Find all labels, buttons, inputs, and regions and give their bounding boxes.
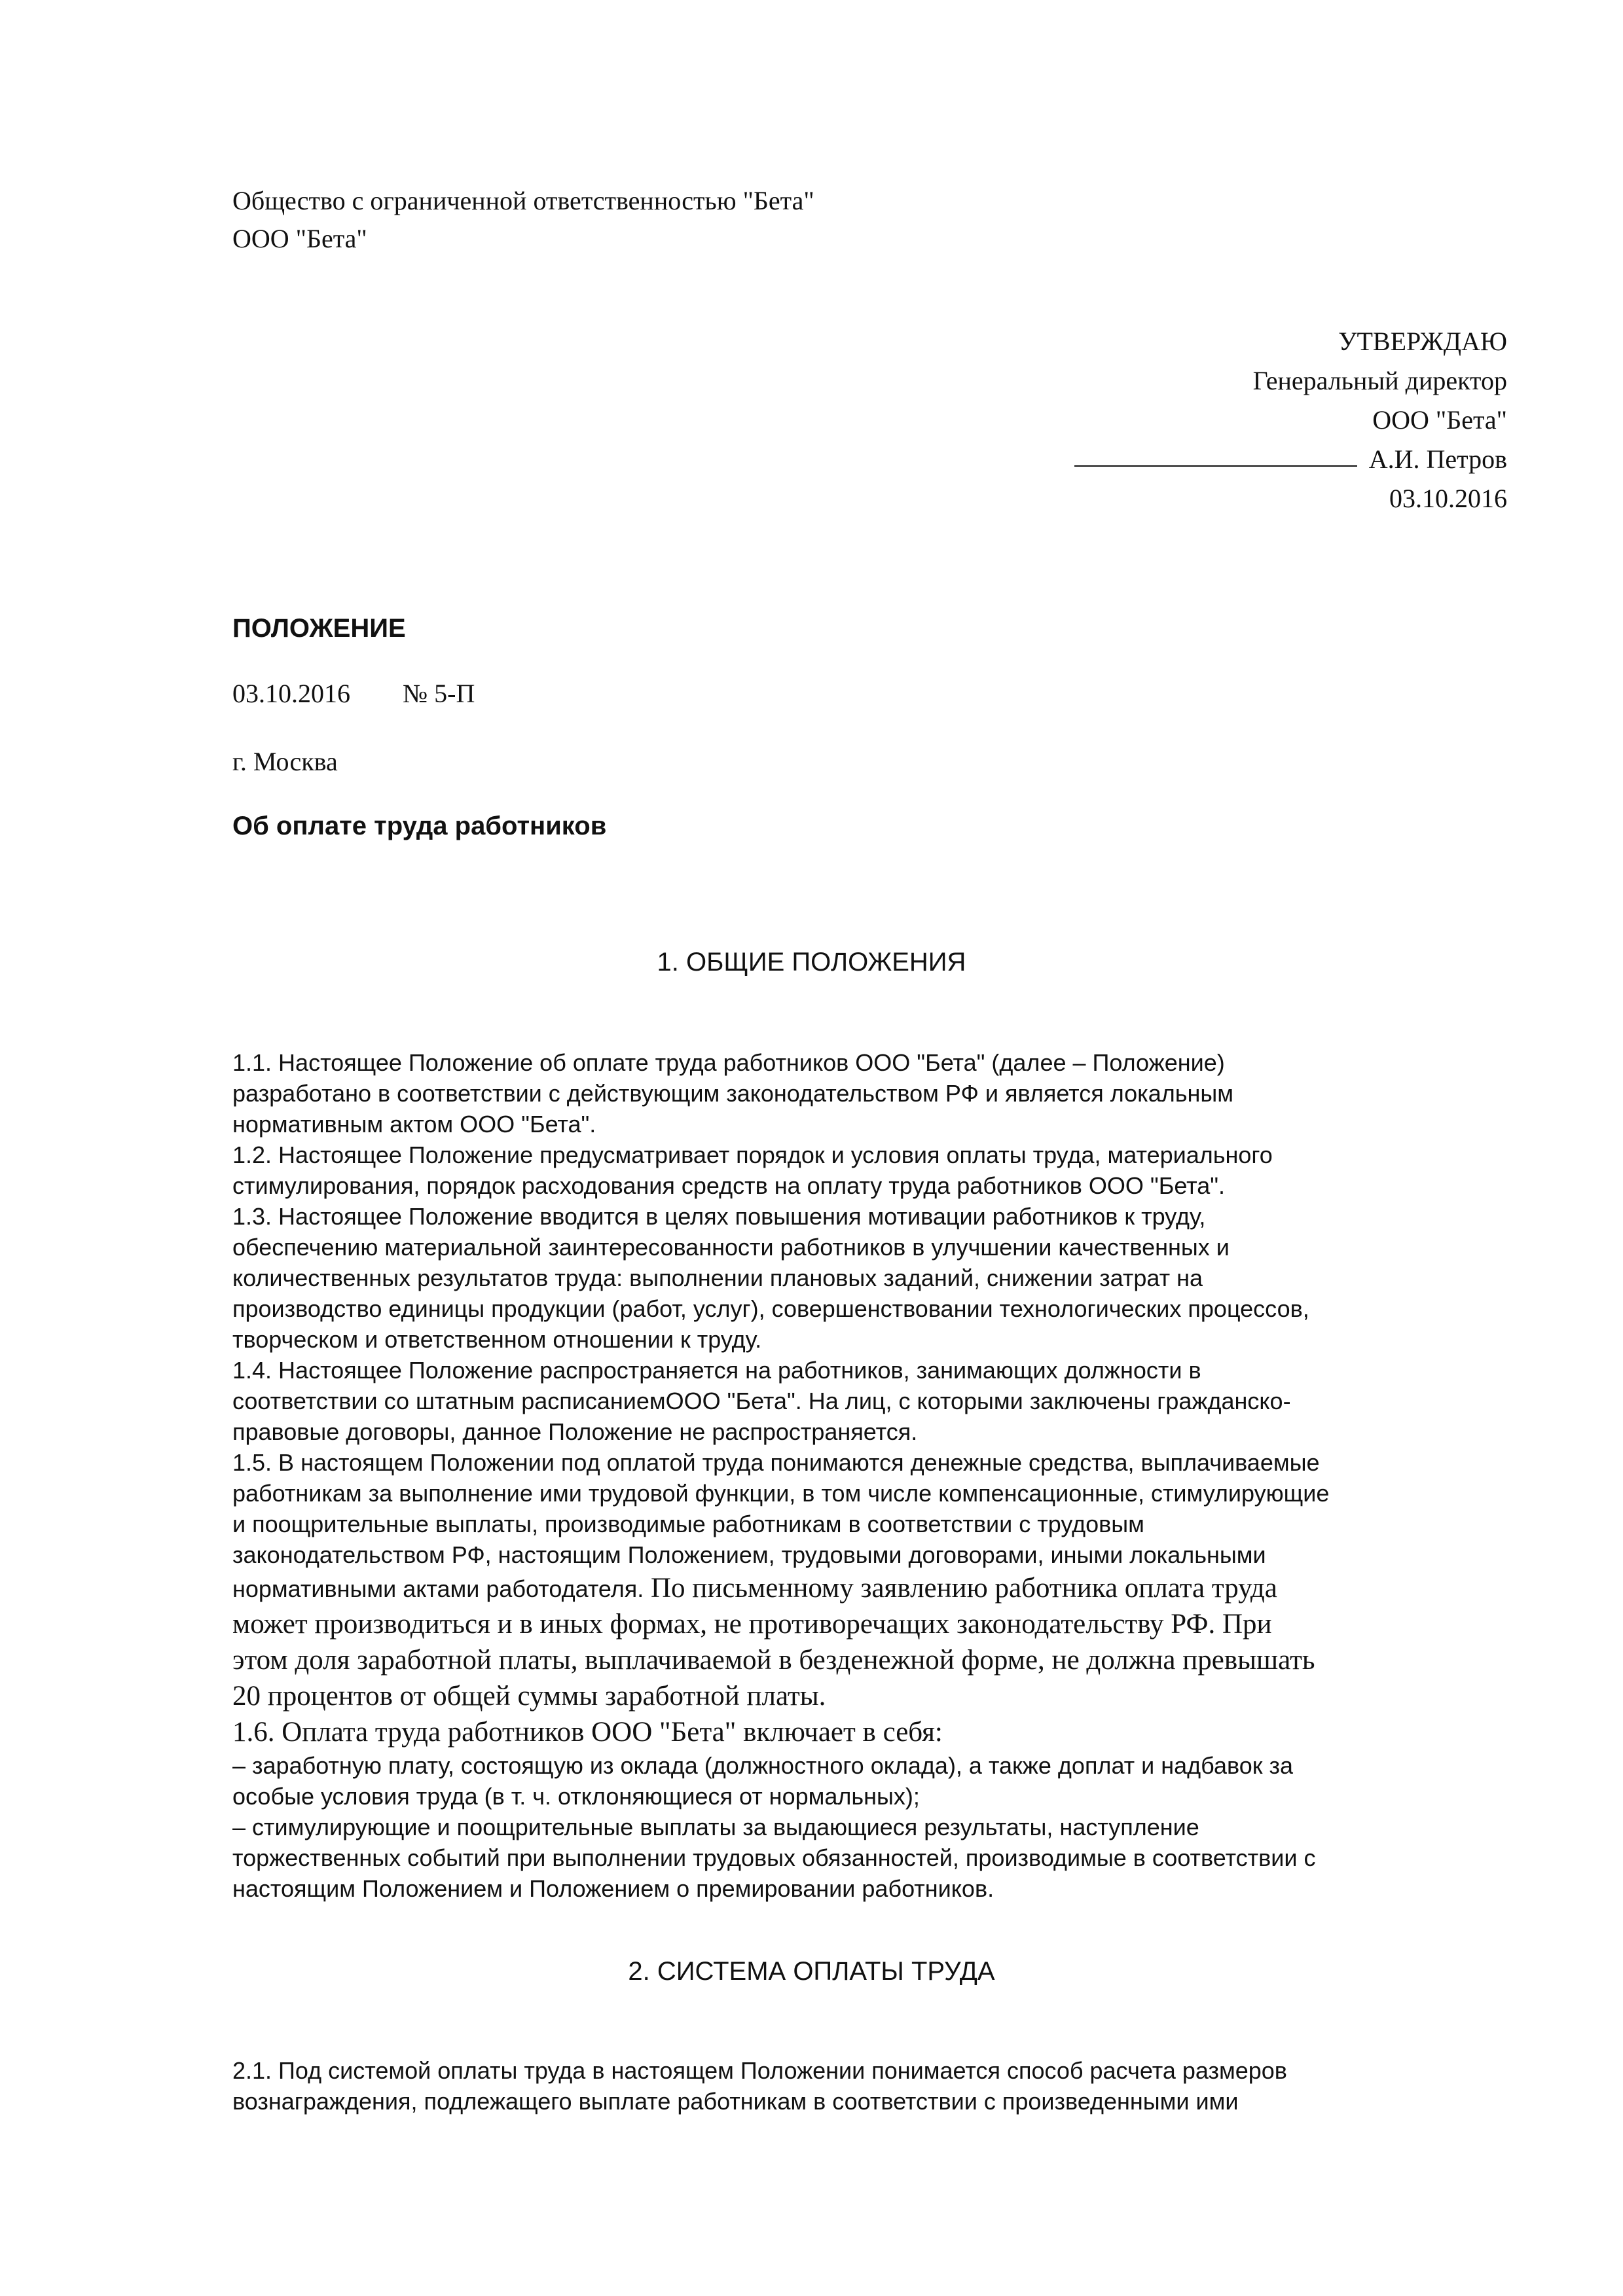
document-city: г. Москва — [232, 747, 338, 776]
paragraph-line: – заработную плату, состоящую из оклада (должностного оклада), а также доплат и надбавок за — [232, 1752, 1294, 1779]
paragraph-line: 1.2. Настоящее Положение предусматривает порядок и условия оплаты труда, материального — [232, 1141, 1273, 1168]
signature-underline — [1074, 465, 1357, 467]
section-2-body — [232, 2055, 1522, 2117]
paragraph-line: нормативным актом ООО "Бета". — [232, 1111, 596, 1138]
paragraph-line — [232, 1570, 1522, 1606]
paragraph-line: 1.5. В настоящем Положении под оплатой труда понимаются денежные средства, выплачиваемые — [232, 1449, 1320, 1476]
paragraph-line: правовые договоры, данное Положение не распространяется. — [232, 1418, 918, 1445]
paragraph-line: работникам за выполнение ими трудовой функции, в том числе компенсационные, стимулирующие — [232, 1480, 1330, 1507]
approval-signatory: А.И. Петров — [1368, 444, 1507, 474]
paragraph-line-part: По письменному заявлению работника оплата труда — [644, 1573, 1277, 1604]
approval-block — [1074, 322, 1507, 518]
paragraph-line: может производиться и в иных формах, не противоречащих законодательству РФ. При — [232, 1609, 1272, 1640]
section-1-title: 1. ОБЩИЕ ПОЛОЖЕНИЯ — [657, 948, 966, 977]
paragraph-line: 1.6. Оплата труда работников ООО "Бета" включает в себя: — [232, 1717, 943, 1748]
approval-organization: ООО "Бета" — [1372, 405, 1507, 435]
paragraph-line: торжественных событий при выполнении трудовых обязанностей, производимые в соответствии с — [232, 1844, 1316, 1871]
section-2-title: 2. СИСТЕМА ОПЛАТЫ ТРУДА — [628, 1957, 995, 1986]
document-date: 03.10.2016 — [232, 679, 350, 708]
paragraph-line: соответствии со штатным расписаниемООО "Бета". На лиц, с которыми заключены гражданско- — [232, 1388, 1291, 1414]
paragraph-line: этом доля заработной платы, выплачиваемой в безденежной форме, не должна превышать — [232, 1645, 1315, 1676]
paragraph-line: и поощрительные выплаты, производимые работникам в соответствии с трудовым — [232, 1511, 1144, 1537]
document-type: ПОЛОЖЕНИЕ — [232, 614, 406, 643]
paragraph-line: творческом и ответственном отношении к труду. — [232, 1326, 762, 1353]
paragraph-line: особые условия труда (в т. ч. отклоняющиеся от нормальных); — [232, 1783, 920, 1810]
document-meta — [232, 678, 475, 709]
paragraph-line: 1.4. Настоящее Положение распространяется на работников, занимающих должности в — [232, 1357, 1201, 1384]
paragraph-line: 20 процентов от общей суммы заработной платы. — [232, 1681, 826, 1712]
approval-signature-line — [1074, 440, 1507, 479]
organization-short-name: ООО "Бета" — [232, 224, 367, 253]
paragraph-line: обеспечению материальной заинтересованности работников в улучшении качественных и — [232, 1234, 1230, 1261]
paragraph-line: законодательством РФ, настоящим Положением, трудовыми договорами, иными локальными — [232, 1541, 1266, 1568]
paragraph-line: количественных результатов труда: выполнении плановых заданий, снижении затрат на — [232, 1265, 1203, 1291]
paragraph-line: стимулирования, порядок расходования средств на оплату труда работников ООО "Бета". — [232, 1172, 1226, 1199]
paragraph-line: 2.1. Под системой оплаты труда в настоящем Положении понимается способ расчета размеров — [232, 2057, 1287, 2084]
paragraph-line: разработано в соответствии с действующим законодательством РФ и является локальным — [232, 1080, 1233, 1107]
organization-header — [232, 182, 814, 258]
paragraph-line: – стимулирующие и поощрительные выплаты за выдающиеся результаты, наступление — [232, 1814, 1199, 1840]
approval-position: Генеральный директор — [1252, 366, 1507, 395]
paragraph-line: настоящим Положением и Положением о премировании работников. — [232, 1875, 994, 1902]
document-number: № 5-П — [403, 679, 475, 708]
organization-full-name: Общество с ограниченной ответственностью "Бета" — [232, 186, 814, 215]
paragraph-line: производство единицы продукции (работ, услуг), совершенствовании технологических процессов, — [232, 1295, 1309, 1322]
approval-title: УТВЕРЖДАЮ — [1338, 327, 1507, 356]
paragraph-line: вознаграждения, подлежащего выплате работникам в соответствии с произведенными ими — [232, 2088, 1239, 2115]
paragraph-line-part: нормативными актами работодателя. — [232, 1575, 644, 1602]
paragraph-line: 1.1. Настоящее Положение об оплате труда работников ООО "Бета" (далее – Положение) — [232, 1049, 1225, 1076]
approval-date: 03.10.2016 — [1389, 484, 1507, 513]
section-1-body — [232, 1047, 1522, 1904]
paragraph-line: 1.3. Настоящее Положение вводится в целях повышения мотивации работников к труду, — [232, 1203, 1206, 1230]
document-subject: Об оплате труда работников — [232, 812, 607, 840]
